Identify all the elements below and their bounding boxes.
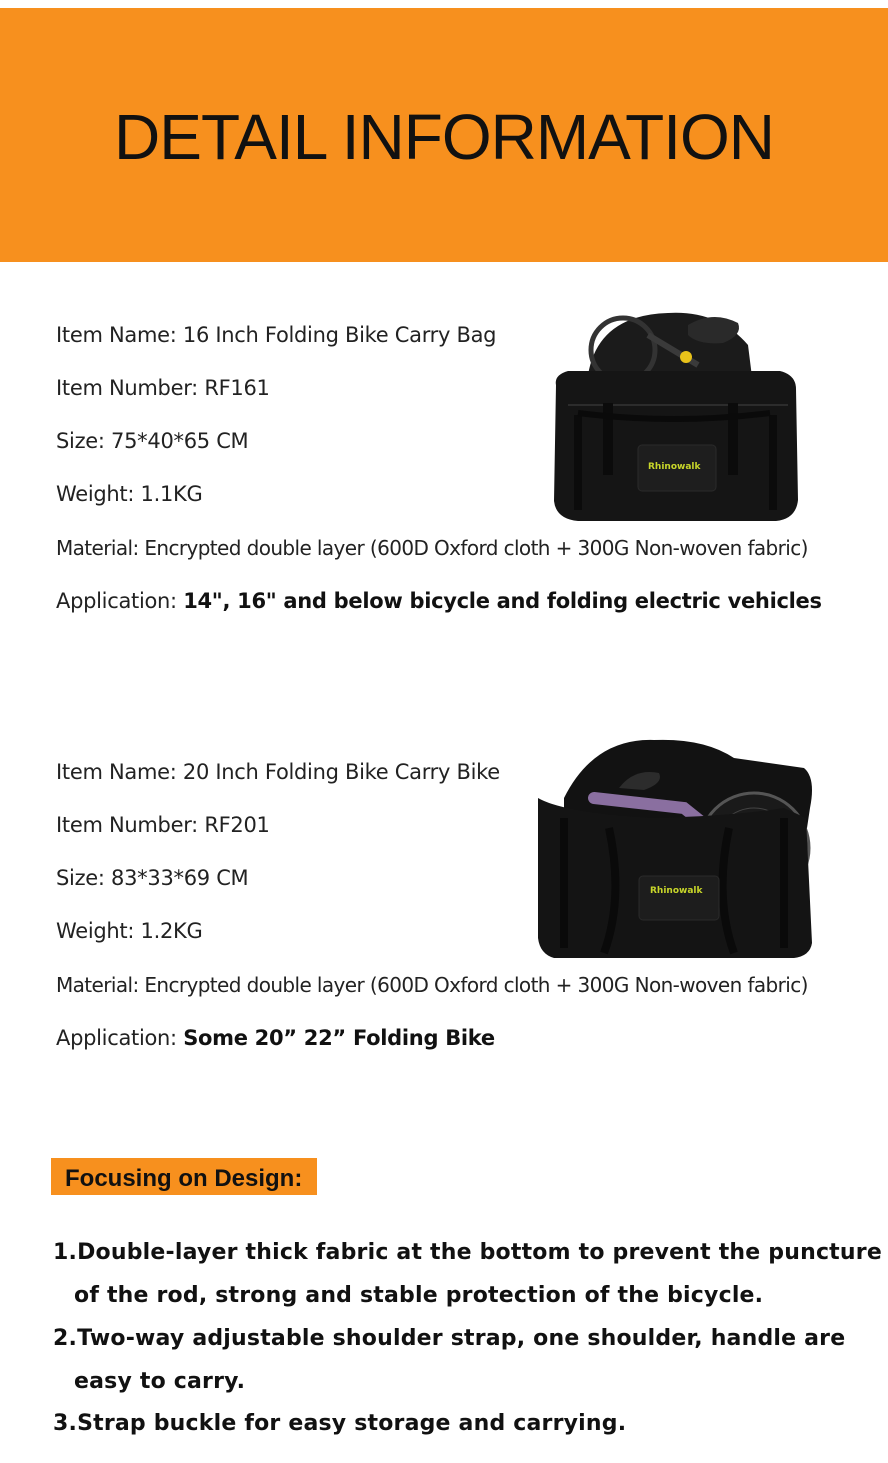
page-title: DETAIL INFORMATION xyxy=(114,101,774,173)
product2-application-label: Application: xyxy=(56,1026,184,1050)
product1-brand-logo: Rhinowalk xyxy=(648,462,701,472)
product1-item-number: Item Number: RF161 xyxy=(56,376,270,400)
feature-1-line-1: 1.Double-layer thick fabric at the bottom to prevent the puncture xyxy=(53,1240,882,1265)
feature-3-line-1: 3.Strap buckle for easy storage and carrying. xyxy=(53,1411,627,1436)
header-banner xyxy=(0,8,888,262)
product1-material: Material: Encrypted double layer (600D Oxford cloth + 300G Non-woven fabric) xyxy=(56,536,808,560)
product2-material: Material: Encrypted double layer (600D Oxford cloth + 300G Non-woven fabric) xyxy=(56,973,808,997)
product2-item-number: Item Number: RF201 xyxy=(56,813,270,837)
product2-bag-image xyxy=(534,738,816,963)
feature-1-line-2 xyxy=(74,1283,874,1308)
product1-application xyxy=(56,591,822,612)
product2-size: Size: 83*33*69 CM xyxy=(56,866,249,890)
feature-2-line-2 xyxy=(74,1369,874,1394)
product1-weight: Weight: 1.1KG xyxy=(56,482,203,506)
feature-1-line-2-text: of the rod, strong and stable protection of the bicycle. xyxy=(74,1283,764,1308)
product2-application xyxy=(56,1028,495,1049)
design-heading-tag xyxy=(51,1158,317,1195)
product1-application-value: 14", 16" and below bicycle and folding electric vehicles xyxy=(183,589,822,613)
product1-size: Size: 75*40*65 CM xyxy=(56,429,249,453)
product1-item-name: Item Name: 16 Inch Folding Bike Carry Bag xyxy=(56,323,497,347)
product2-application-value: Some 20” 22” Folding Bike xyxy=(183,1026,495,1050)
product2-weight: Weight: 1.2KG xyxy=(56,919,203,943)
product1-application-label: Application: xyxy=(56,589,184,613)
design-heading: Focusing on Design: xyxy=(65,1165,303,1192)
feature-2-line-1: 2.Two-way adjustable shoulder strap, one shoulder, handle are xyxy=(53,1326,846,1351)
feature-2-line-2-text: easy to carry. xyxy=(74,1369,246,1394)
product2-brand-logo: Rhinowalk xyxy=(650,886,703,896)
product2-item-name: Item Name: 20 Inch Folding Bike Carry Bike xyxy=(56,760,500,784)
product1-bag-image xyxy=(548,305,800,525)
